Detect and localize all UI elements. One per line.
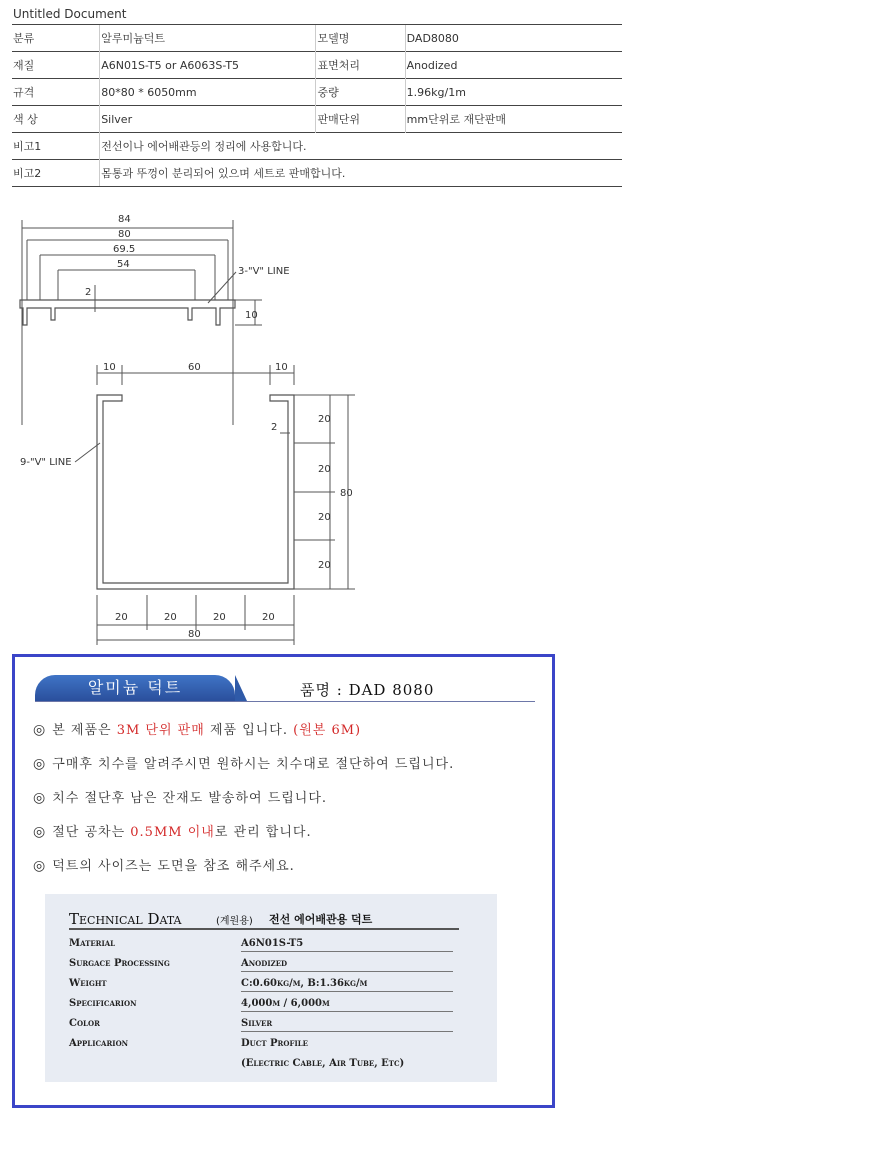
spec-value: 전선이나 에어배관등의 정리에 사용합니다. — [100, 133, 622, 160]
note-text: 구매후 치수를 알려주시면 원하시는 치수대로 절단하여 드립니다. — [52, 757, 455, 772]
callout-label: 3-"V" LINE — [238, 266, 290, 277]
table-row — [69, 1014, 459, 1034]
dim-label: 10 — [103, 362, 116, 373]
tech-value: Anodized — [241, 958, 453, 972]
bullet-icon: ◎ — [33, 722, 47, 738]
product-name: 품명 : DAD 8080 — [300, 681, 435, 699]
spec-label: 중량 — [316, 79, 405, 106]
dim-label: 20 — [262, 612, 275, 623]
spec-value: Anodized — [405, 52, 622, 79]
dim-label: 20 — [318, 512, 331, 523]
dim-label: 20 — [318, 464, 331, 475]
table-row — [12, 160, 622, 187]
spec-label: 모델명 — [316, 25, 405, 52]
spec-table — [12, 24, 622, 187]
spec-value: Silver — [100, 106, 316, 133]
table-row — [12, 106, 622, 133]
table-row — [12, 25, 622, 52]
tech-value: C:0.60kg/m, B:1.36kg/m — [241, 978, 453, 992]
table-row — [69, 934, 459, 954]
list-item — [33, 789, 543, 823]
spec-label: 비고2 — [12, 160, 100, 187]
note-text: 절단 공차는 — [52, 825, 131, 840]
tech-value: (Electric Cable, Air Tube, Etc) — [241, 1058, 405, 1069]
note-highlight: 3M 단위 판매 — [116, 723, 205, 738]
bullet-icon: ◎ — [33, 790, 47, 806]
note-text: 본 제품은 — [52, 723, 117, 738]
spec-label: 색 상 — [12, 106, 100, 133]
dim-label: 20 — [318, 414, 331, 425]
spec-value: 80*80 * 6050mm — [100, 79, 316, 106]
spec-label: 비고1 — [12, 133, 100, 160]
spec-value: DAD8080 — [405, 25, 622, 52]
tech-key: Surgace Processing — [69, 958, 170, 969]
dim-label: 84 — [118, 214, 131, 225]
table-row — [12, 133, 622, 160]
notes-list — [33, 721, 543, 891]
spec-label: 재질 — [12, 52, 100, 79]
list-item — [33, 721, 543, 755]
note-text: 덕트의 사이즈는 도면을 참조 해주세요. — [52, 859, 295, 874]
table-row — [12, 79, 622, 106]
list-item — [33, 857, 543, 891]
dim-label: 10 — [245, 310, 258, 321]
product-banner — [12, 654, 555, 1108]
table-row — [12, 52, 622, 79]
dim-label: 10 — [275, 362, 288, 373]
bullet-icon: ◎ — [33, 756, 47, 772]
note-text: 치수 절단후 남은 잔재도 발송하여 드립니다. — [52, 791, 328, 806]
spec-value: 몸통과 뚜껑이 분리되어 있으며 세트로 판매합니다. — [100, 160, 622, 187]
tech-key: Specificarion — [69, 998, 137, 1009]
spec-label: 판매단위 — [316, 106, 405, 133]
dim-label: 20 — [318, 560, 331, 571]
dim-label: 2 — [85, 287, 92, 298]
spec-value: 알루미늄덕트 — [100, 25, 316, 52]
dim-label: 80 — [340, 488, 353, 499]
dim-label: 20 — [164, 612, 177, 623]
callout-label: 9-"V" LINE — [20, 457, 72, 468]
spec-label: 규격 — [12, 79, 100, 106]
tech-value: Silver — [241, 1018, 453, 1032]
spec-value: 1.96kg/1m — [405, 79, 622, 106]
technical-drawing — [0, 200, 400, 650]
note-highlight: (원본 6M) — [293, 723, 362, 738]
banner-tab: 알미늄 덕트 — [35, 675, 235, 701]
dim-label: 54 — [117, 259, 130, 270]
spec-label: 표면처리 — [316, 52, 405, 79]
table-row — [69, 1034, 459, 1069]
tech-key: Applicarion — [69, 1038, 129, 1049]
spec-value: mm단위로 재단판매 — [405, 106, 622, 133]
technical-data-panel — [45, 894, 497, 1082]
spec-value: A6N01S-T5 or A6063S-T5 — [100, 52, 316, 79]
tech-value: A6N01S-T5 — [241, 938, 453, 952]
note-text: 제품 입니다. — [204, 723, 294, 738]
bullet-icon: ◎ — [33, 824, 47, 840]
technical-data-title: Technical Data — [69, 910, 182, 928]
table-row — [69, 954, 459, 974]
table-row — [69, 994, 459, 1014]
banner-header — [35, 675, 535, 702]
tech-key: Weight — [69, 978, 107, 989]
dim-label: 69.5 — [113, 244, 136, 255]
note-highlight: 0.5MM 이내 — [130, 825, 215, 840]
dim-label: 20 — [213, 612, 226, 623]
spec-label: 분류 — [12, 25, 100, 52]
tech-key: Material — [69, 938, 116, 949]
bullet-icon: ◎ — [33, 858, 47, 874]
tech-value: 4,000m / 6,000m — [241, 998, 453, 1012]
technical-data-subtitle: 전선 에어배관용 덕트 — [269, 913, 373, 926]
list-item — [33, 755, 543, 789]
dim-label: 80 — [188, 629, 201, 640]
note-text: 로 관리 합니다. — [214, 825, 312, 840]
technical-data-header — [69, 910, 459, 930]
dim-label: 60 — [188, 362, 201, 373]
list-item — [33, 823, 543, 857]
dim-label: 20 — [115, 612, 128, 623]
tech-key: Color — [69, 1018, 100, 1029]
technical-data-note: (계원용) — [216, 916, 253, 927]
tech-value: Duct Profile — [241, 1038, 308, 1049]
document-title: Untitled Document — [13, 7, 127, 21]
dim-label: 2 — [271, 422, 278, 433]
table-row — [69, 974, 459, 994]
dim-label: 80 — [118, 229, 131, 240]
